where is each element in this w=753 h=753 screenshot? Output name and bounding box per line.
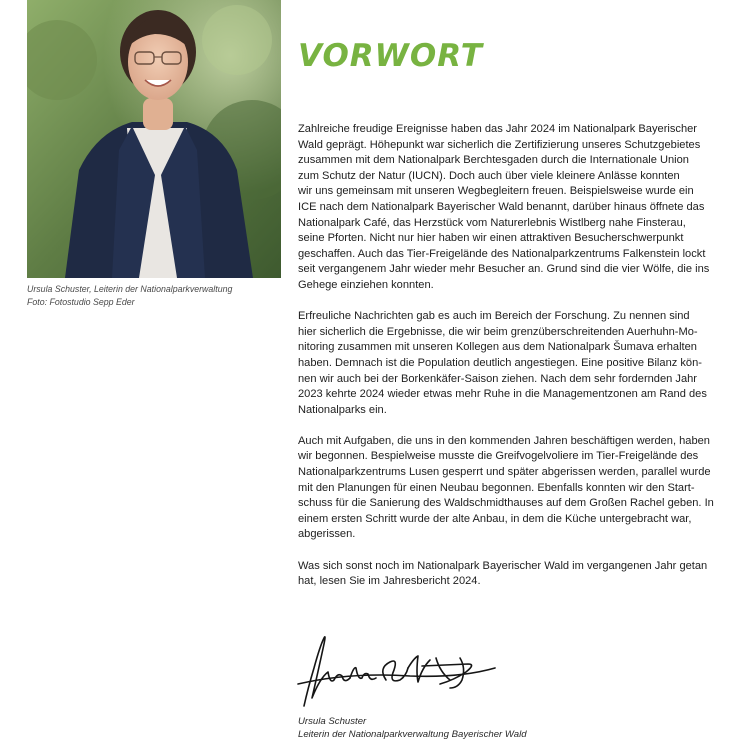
text-line: Nationalpark Café, das Herzstück vom Naturerlebnis Wistlberg nahe Finsterau, — [298, 216, 686, 229]
paragraph-2 — [298, 309, 738, 418]
paragraph-4 — [298, 559, 738, 590]
page-title: VORWORT — [298, 38, 483, 74]
foreword-text — [298, 122, 738, 605]
text-line: hier sicherlich die Ergebnisse, die wir beim grenzüberschreitenden Auerhuhn-Mo- — [298, 325, 698, 338]
text-line: nitoring zusammen mit unseren Kollegen aus dem Nationalpark Šumava erhalten — [298, 341, 697, 354]
paragraph-1 — [298, 122, 738, 294]
text-line: seine Pforten. Nicht nur hier haben wir einen attraktiven Besucherschwerpunkt — [298, 232, 684, 245]
text-line: Zahlreiche freudige Ereignisse haben das Jahr 2024 im Nationalpark Bayerischer — [298, 123, 697, 135]
text-line: Auch mit Aufgaben, die uns in den kommenden Jahren beschäftigen werden, haben — [298, 434, 710, 447]
signatory-role: Leiterin der Nationalparkverwaltung Bayerischer Wald — [298, 729, 527, 740]
signature-block — [298, 715, 527, 741]
text-line: 2023 kehrte 2024 wieder etwas mehr Ruhe in die Managementzonen am Rand des — [298, 388, 707, 401]
text-line: Nationalparks ein. — [298, 403, 387, 416]
text-line: wir uns gemeinsam mit unseren Wegbegleitern freuen. Beispielsweise wurde ein — [298, 185, 694, 198]
text-line: Gehege einziehen konnten. — [298, 278, 434, 291]
text-line: schuss für die Sanierung des Waldschmidthauses auf dem Großen Rachel geben. In — [298, 497, 714, 510]
text-line: ICE nach dem Nationalpark Bayerischer Wald benannt, darüber hinaus öffnete das — [298, 200, 705, 213]
text-line: zusammen mit dem Nationalpark Berchtesgaden durch die Internationale Union — [298, 154, 689, 167]
text-line: zum Schutz der Natur (IUCN). Doch auch über viele kleinere Anlässe konnten — [298, 169, 680, 182]
text-line: Nationalparkzentrums Lusen gesperrt und später abgerissen werden, parallel wurde — [298, 466, 711, 479]
caption-line-1: Ursula Schuster, Leiterin der Nationalparkverwaltung — [27, 284, 233, 294]
photo-caption — [27, 283, 287, 309]
text-line: geschaffen. Auch das Tier-Freigelände des Nationalparkzentrums Falkenstein lockt — [298, 247, 706, 260]
text-line: wir begonnen. Bespielweise musste die Greifvogelvoliere im Tier-Freigelände des — [298, 450, 699, 463]
text-line: Wald geprägt. Höhepunkt war sicherlich die Zertifizierung unseres Schutzgebietes — [298, 138, 701, 151]
text-line: haben. Demnach ist die Population deutlich angestiegen. Eine positive Bilanz kön- — [298, 356, 702, 369]
text-line: seit vergangenem Jahr wieder mehr Besucher an. Grund sind die vier Wölfe, die ins — [298, 263, 710, 276]
handwritten-signature — [290, 628, 510, 712]
text-line: hat, lesen Sie im Jahresbericht 2024. — [298, 575, 481, 588]
portrait-photo — [27, 0, 281, 278]
text-line: mit den Planungen für einen Neubau begonnen. Ebenfalls konnten wir den Start- — [298, 481, 695, 494]
caption-line-2: Foto: Fotostudio Sepp Eder — [27, 297, 135, 307]
text-line: einem ersten Schritt wurde der alte Anbau, in dem die Küche untergebracht war, — [298, 512, 692, 525]
signatory-name: Ursula Schuster — [298, 716, 367, 727]
text-line: Was sich sonst noch im Nationalpark Bayerischer Wald im vergangenen Jahr getan — [298, 559, 708, 572]
text-line: abgerissen. — [298, 528, 356, 541]
paragraph-3 — [298, 434, 738, 543]
text-line: Erfreuliche Nachrichten gab es auch im Bereich der Forschung. Zu nennen sind — [298, 310, 690, 323]
text-line: nen wir auch bei der Borkenkäfer-Saison ziehen. Nach dem sehr fordernden Jahr — [298, 372, 697, 385]
